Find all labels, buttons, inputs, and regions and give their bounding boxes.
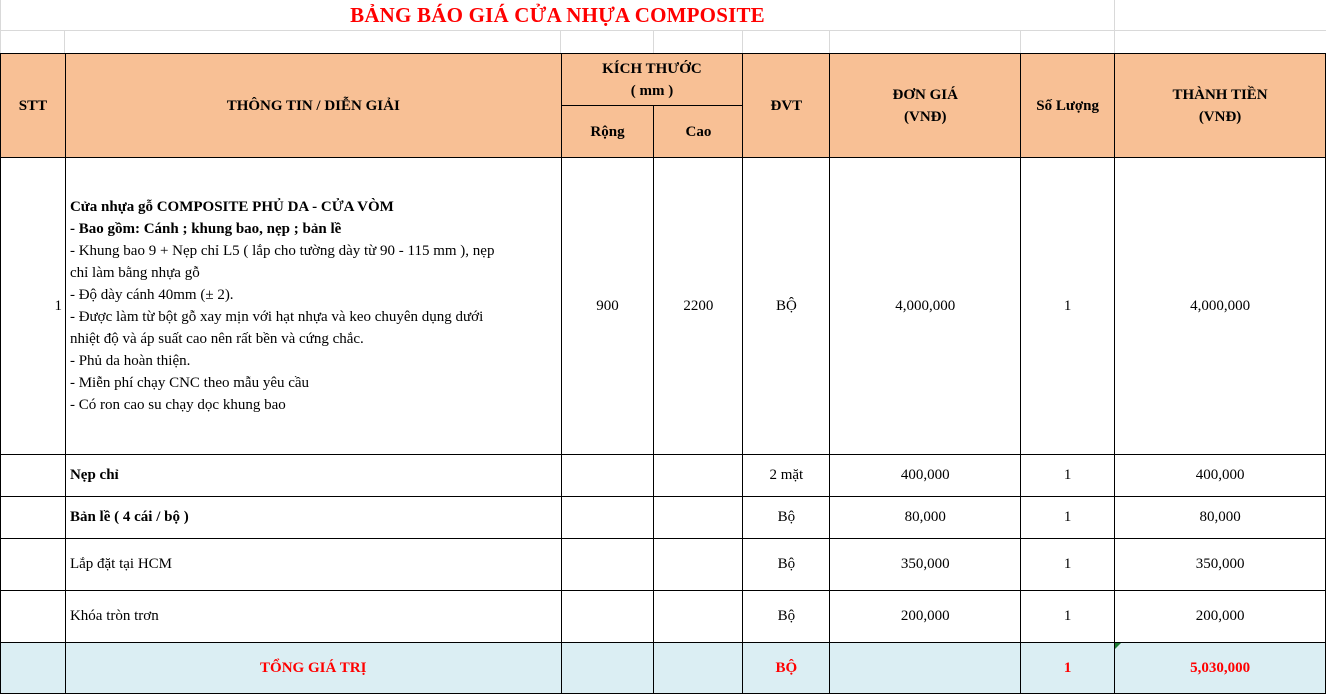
table-row-main-item [1,158,1326,455]
gridline [560,30,561,53]
cell-total[interactable]: 200,000 [1115,591,1326,643]
cell-height[interactable] [654,497,743,539]
desc-line: - Được làm từ bột gỗ xay mịn với hạt nhựa và keo chuyên dụng dưới [69,309,484,325]
header-stt: STT [1,54,66,158]
cell-price[interactable]: 350,000 [830,539,1021,591]
cell-width[interactable] [561,497,654,539]
header-price [830,54,1021,158]
header-size-label: KÍCH THƯỚC [602,60,702,77]
gridline [742,30,743,53]
cell-description[interactable]: Lắp đặt tại HCM [65,539,561,591]
cell-total[interactable]: 4,000,000 [1115,158,1326,455]
cell-unit[interactable]: BỘ [743,158,830,455]
table-row [1,539,1326,591]
cell-stt[interactable] [1,591,66,643]
cell-total[interactable]: 80,000 [1115,497,1326,539]
cell-height[interactable] [654,591,743,643]
gridline [829,30,830,53]
cell-unit[interactable]: 2 mặt [743,455,830,497]
cell-width[interactable] [561,539,654,591]
desc-line: chỉ làm bằng nhựa gỗ [69,265,200,281]
table-row [1,591,1326,643]
cell-width[interactable]: 900 [561,158,654,455]
cell-description[interactable]: Nẹp chỉ [65,455,561,497]
cell-price[interactable]: 200,000 [830,591,1021,643]
header-total-label: THÀNH TIỀN [1172,86,1268,103]
cell-width[interactable] [561,591,654,643]
desc-line: - Khung bao 9 + Nẹp chỉ L5 ( lắp cho tường dày từ 90 - 115 mm ), nẹp [69,243,495,259]
table-row-total [1,643,1326,694]
cell-unit[interactable]: Bộ [743,539,830,591]
header-price-unit: (VNĐ) [904,108,947,125]
header-total [1115,54,1326,158]
total-amount[interactable]: 5,030,000 [1115,643,1326,694]
page-title: BẢNG BÁO GIÁ CỬA NHỰA COMPOSITE [350,2,765,27]
cell-height[interactable]: 2200 [654,158,743,455]
cell-qty[interactable]: 1 [1021,455,1115,497]
header-row [1,54,1326,106]
header-price-label: ĐƠN GIÁ [892,86,958,103]
cell-height[interactable] [654,539,743,591]
cell-unit[interactable]: Bộ [743,591,830,643]
header-info: THÔNG TIN / DIỄN GIẢI [65,54,561,158]
header-size-unit: ( mm ) [630,82,674,99]
desc-line: - Có ron cao su chạy dọc khung bao [69,397,286,413]
cell-stt[interactable]: 1 [1,158,66,455]
cell-description[interactable]: Bản lề ( 4 cái / bộ ) [65,497,561,539]
desc-line: Cửa nhựa gỗ COMPOSITE PHỦ DA - CỬA VÒM [69,199,394,215]
cell-total[interactable]: 350,000 [1115,539,1326,591]
gridline [64,30,65,53]
cell-width[interactable] [561,455,654,497]
gridline [1020,30,1021,53]
cell-stt[interactable] [1,643,66,694]
cell-comment-marker-icon [1115,643,1121,649]
desc-line: - Độ dày cánh 40mm (± 2). [69,287,234,303]
header-width: Rộng [561,106,654,158]
header-unit: ĐVT [743,54,830,158]
cell-qty[interactable]: 1 [1021,497,1115,539]
cell-description[interactable] [65,158,561,455]
header-height: Cao [654,106,743,158]
cell-description[interactable]: Khóa tròn trơn [65,591,561,643]
header-size [561,54,743,106]
cell-width[interactable] [561,643,654,694]
cell-height[interactable] [654,455,743,497]
desc-line: - Bao gồm: Cánh ; khung bao, nẹp ; bản lề [69,221,342,237]
desc-line: - Phủ da hoàn thiện. [69,353,191,369]
cell-stt[interactable] [1,539,66,591]
cell-height[interactable] [654,643,743,694]
desc-line: nhiệt độ và áp suất cao nên rất bền và cứng chắc. [69,331,364,347]
cell-unit[interactable]: Bộ [743,497,830,539]
total-label[interactable]: TỔNG GIÁ TRỊ [65,643,561,694]
header-qty: Số Lượng [1021,54,1115,158]
cell-price[interactable]: 400,000 [830,455,1021,497]
cell-stt[interactable] [1,497,66,539]
header-total-unit: (VNĐ) [1198,108,1242,125]
quote-table [0,53,1326,694]
cell-total[interactable]: 400,000 [1115,455,1326,497]
cell-price[interactable] [830,643,1021,694]
table-row [1,497,1326,539]
total-unit[interactable]: BỘ [743,643,830,694]
cell-stt[interactable] [1,455,66,497]
cell-qty[interactable]: 1 [1021,539,1115,591]
table-row [1,455,1326,497]
cell-qty[interactable]: 1 [1021,158,1115,455]
cell-price[interactable]: 80,000 [830,497,1021,539]
cell-qty[interactable]: 1 [1021,591,1115,643]
total-qty[interactable]: 1 [1021,643,1115,694]
desc-line: - Miễn phí chạy CNC theo mẫu yêu cầu [69,375,310,391]
gridline [0,30,1326,31]
gridline [653,30,654,53]
cell-price[interactable]: 4,000,000 [830,158,1021,455]
